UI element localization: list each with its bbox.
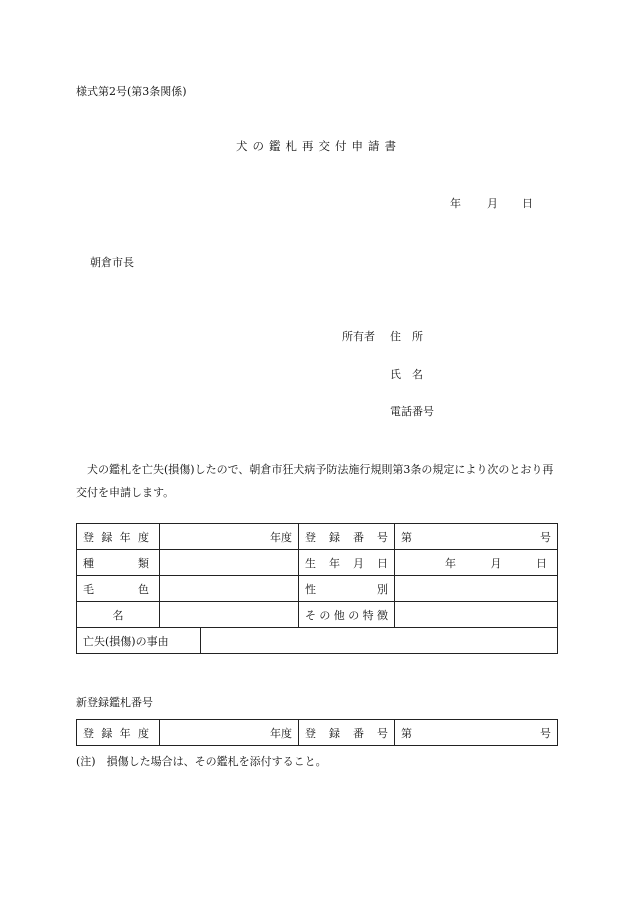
dog-info-table: [76, 523, 558, 654]
dog-name-label-cell: [77, 602, 160, 628]
reg-number-value-cell: [395, 524, 558, 550]
phone-label: 電話番号: [390, 405, 434, 418]
reg-year-value-cell: [160, 524, 299, 550]
sex-value-cell: [395, 576, 558, 602]
date-month-label: 月: [487, 197, 498, 210]
sex-label: 性別: [305, 582, 388, 596]
addressee: 朝倉市長: [90, 256, 134, 269]
birth-day-label: 日: [536, 556, 547, 570]
breed-label: 種類: [83, 556, 149, 570]
other-features-label-cell: [299, 602, 395, 628]
reg-year-label-cell: [77, 524, 160, 550]
loss-reason-label-cell: [77, 628, 201, 654]
color-value-cell: [160, 576, 299, 602]
reg-number-suffix: 号: [540, 530, 551, 544]
reg-number-prefix: 第: [401, 530, 412, 544]
new-reg-number-prefix: 第: [401, 726, 412, 740]
other-features-value-cell: [395, 602, 558, 628]
application-statement: 犬の鑑札を亡失(損傷)したので、朝倉市狂犬病予防法施行規則第3条の規定により次のとおり再交付を申請します。: [76, 463, 554, 499]
color-label: 毛色: [83, 582, 149, 596]
name-label: 氏 名: [390, 368, 423, 381]
document-title: 犬の鑑札再交付申請書: [236, 139, 401, 153]
table-row: [77, 720, 558, 746]
reg-number-label-cell: [299, 524, 395, 550]
reg-number-label: 登録番号: [305, 530, 388, 544]
address-label: 住 所: [390, 330, 423, 343]
breed-label-cell: [77, 550, 160, 576]
note: (注) 損傷した場合は、その鑑札を添付すること。: [76, 755, 327, 768]
dog-name-label: 名: [112, 608, 124, 622]
color-label-cell: [77, 576, 160, 602]
dog-name-value-cell: [160, 602, 299, 628]
date-year-label: 年: [450, 197, 461, 210]
birthdate-value-cell: [395, 550, 558, 576]
new-reg-year-suffix: 年度: [270, 726, 292, 740]
form-number: 様式第2号(第3条関係): [76, 85, 187, 98]
reg-year-suffix: 年度: [270, 530, 292, 544]
table-row: [77, 576, 558, 602]
reg-year-label: 登録年度: [83, 530, 149, 544]
new-reg-number-label: 登録番号: [305, 726, 388, 740]
date-day-label: 日: [522, 197, 533, 210]
new-tag-heading: 新登録鑑札番号: [76, 696, 153, 709]
loss-reason-label: 亡失(損傷)の事由: [83, 634, 169, 648]
birthdate-label: 生年月日: [305, 556, 388, 570]
new-reg-number-suffix: 号: [540, 726, 551, 740]
other-features-label: その他の特徴: [305, 608, 388, 622]
new-reg-number-label-cell: [299, 720, 395, 746]
birth-year-label: 年: [445, 556, 456, 570]
new-reg-year-value-cell: [160, 720, 299, 746]
table-row: [77, 550, 558, 576]
loss-reason-value-cell: [201, 628, 558, 654]
table-row: [77, 628, 558, 654]
breed-value-cell: [160, 550, 299, 576]
sex-label-cell: [299, 576, 395, 602]
birth-month-label: 月: [490, 556, 502, 570]
table-row: [77, 524, 558, 550]
birthdate-label-cell: [299, 550, 395, 576]
table-row: [77, 602, 558, 628]
new-tag-table: [76, 719, 558, 746]
new-reg-number-value-cell: [395, 720, 558, 746]
new-reg-year-label-cell: [77, 720, 160, 746]
new-reg-year-label: 登録年度: [83, 726, 149, 740]
owner-label: 所有者: [342, 330, 375, 343]
